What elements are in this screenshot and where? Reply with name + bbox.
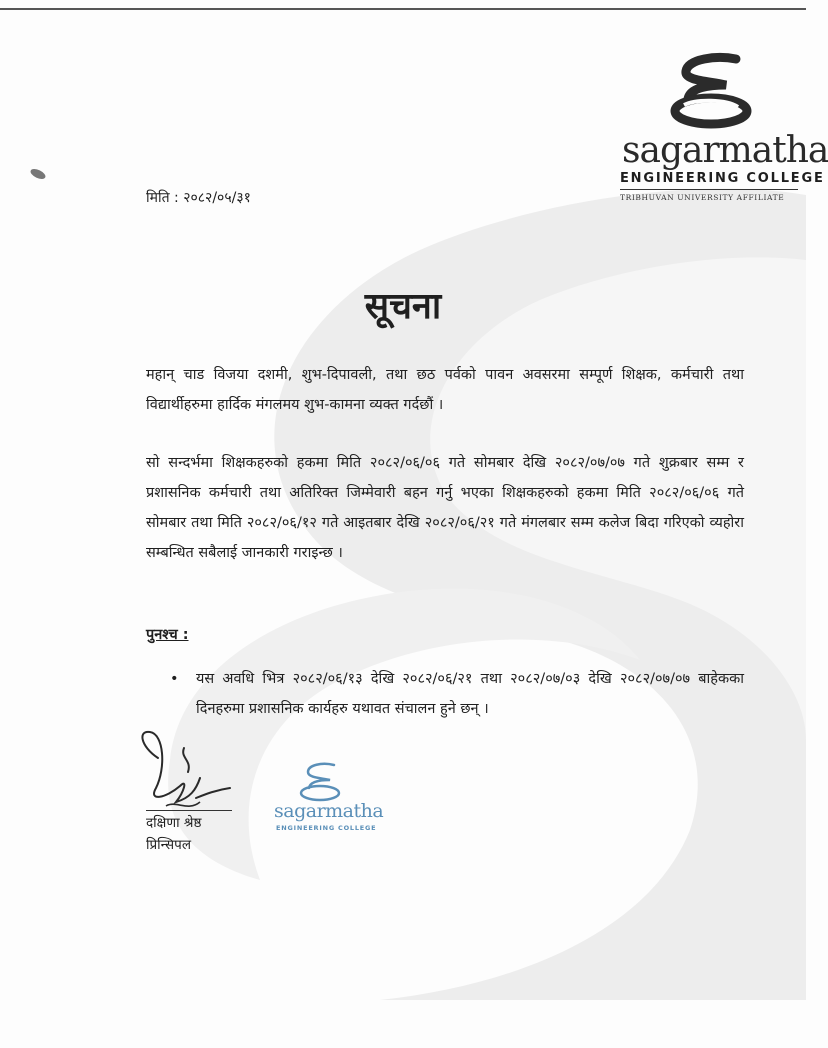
handwritten-signature xyxy=(136,728,236,818)
college-name: sagarmatha xyxy=(622,130,828,171)
postscript-item-text: यस अवधि भित्र २०८२/०६/१३ देखि २०८२/०६/२१ तथा २०८२/०७/०३ देखि २०८२/०७/०७ बाहेकका दिनहरुमा प्रशासनिक कार्यहरु यथावत संचालन हुने छन् । xyxy=(196,671,744,717)
greeting-paragraph: महान् चाड विजया दशमी, शुभ-दिपावली, तथा छठ पर्वको पावन अवसरमा सम्पूर्ण शिक्षक, कर्मचारी तथा विद्यार्थीहरुमा हार्दिक मंगलमय शुभ-कामना व्यक्त गर्दछौं । xyxy=(146,367,744,413)
signatory-title: प्रिन्सिपल xyxy=(146,837,191,853)
notice-heading: सूचना xyxy=(364,286,442,327)
logo-divider xyxy=(620,189,798,190)
signatory-block xyxy=(146,812,201,856)
stamp-college-subtitle: ENGINEERING COLLEGE xyxy=(276,824,377,832)
stamp-college-name: sagarmatha xyxy=(274,800,384,822)
college-logo xyxy=(618,55,828,205)
notice-date: मिति : २०८२/०५/३१ xyxy=(146,190,251,206)
college-stamp xyxy=(270,762,384,842)
college-affiliation: TRIBHUVAN UNIVERSITY AFFILIATE xyxy=(620,193,785,202)
stamp-emblem-icon xyxy=(296,762,344,802)
holiday-paragraph: सो सन्दर्भमा शिक्षकहरुको हकमा मिति २०८२/०६/०६ गते सोमबार देखि २०८२/०७/०७ गते शुक्रबार सम्म र प्रशासनिक कर्मचारी तथा अतिरिक्त जिम्मेवारी बहन गर्नु भएका शिक्षकहरुको हकमा मिति २०८२/०६/०६ गते सोमबार तथा मिति २०८२/०६/१२ गते आइतबार देखि २०८२/०६/२१ गते मंगलबार सम्म कलेज बिदा गरिएको व्यहोरा सम्बन्धित सबैलाई जानकारी गराइन्छ । xyxy=(146,455,744,561)
college-emblem-icon xyxy=(666,55,756,127)
signatory-name: दक्षिणा श्रेष्ठ xyxy=(146,815,202,831)
signature-line xyxy=(146,810,232,811)
bullet-icon: • xyxy=(170,671,179,687)
postscript-label: पुनश्च : xyxy=(146,627,189,643)
postscript-item xyxy=(170,664,744,724)
college-subtitle: ENGINEERING COLLEGE xyxy=(620,171,825,186)
